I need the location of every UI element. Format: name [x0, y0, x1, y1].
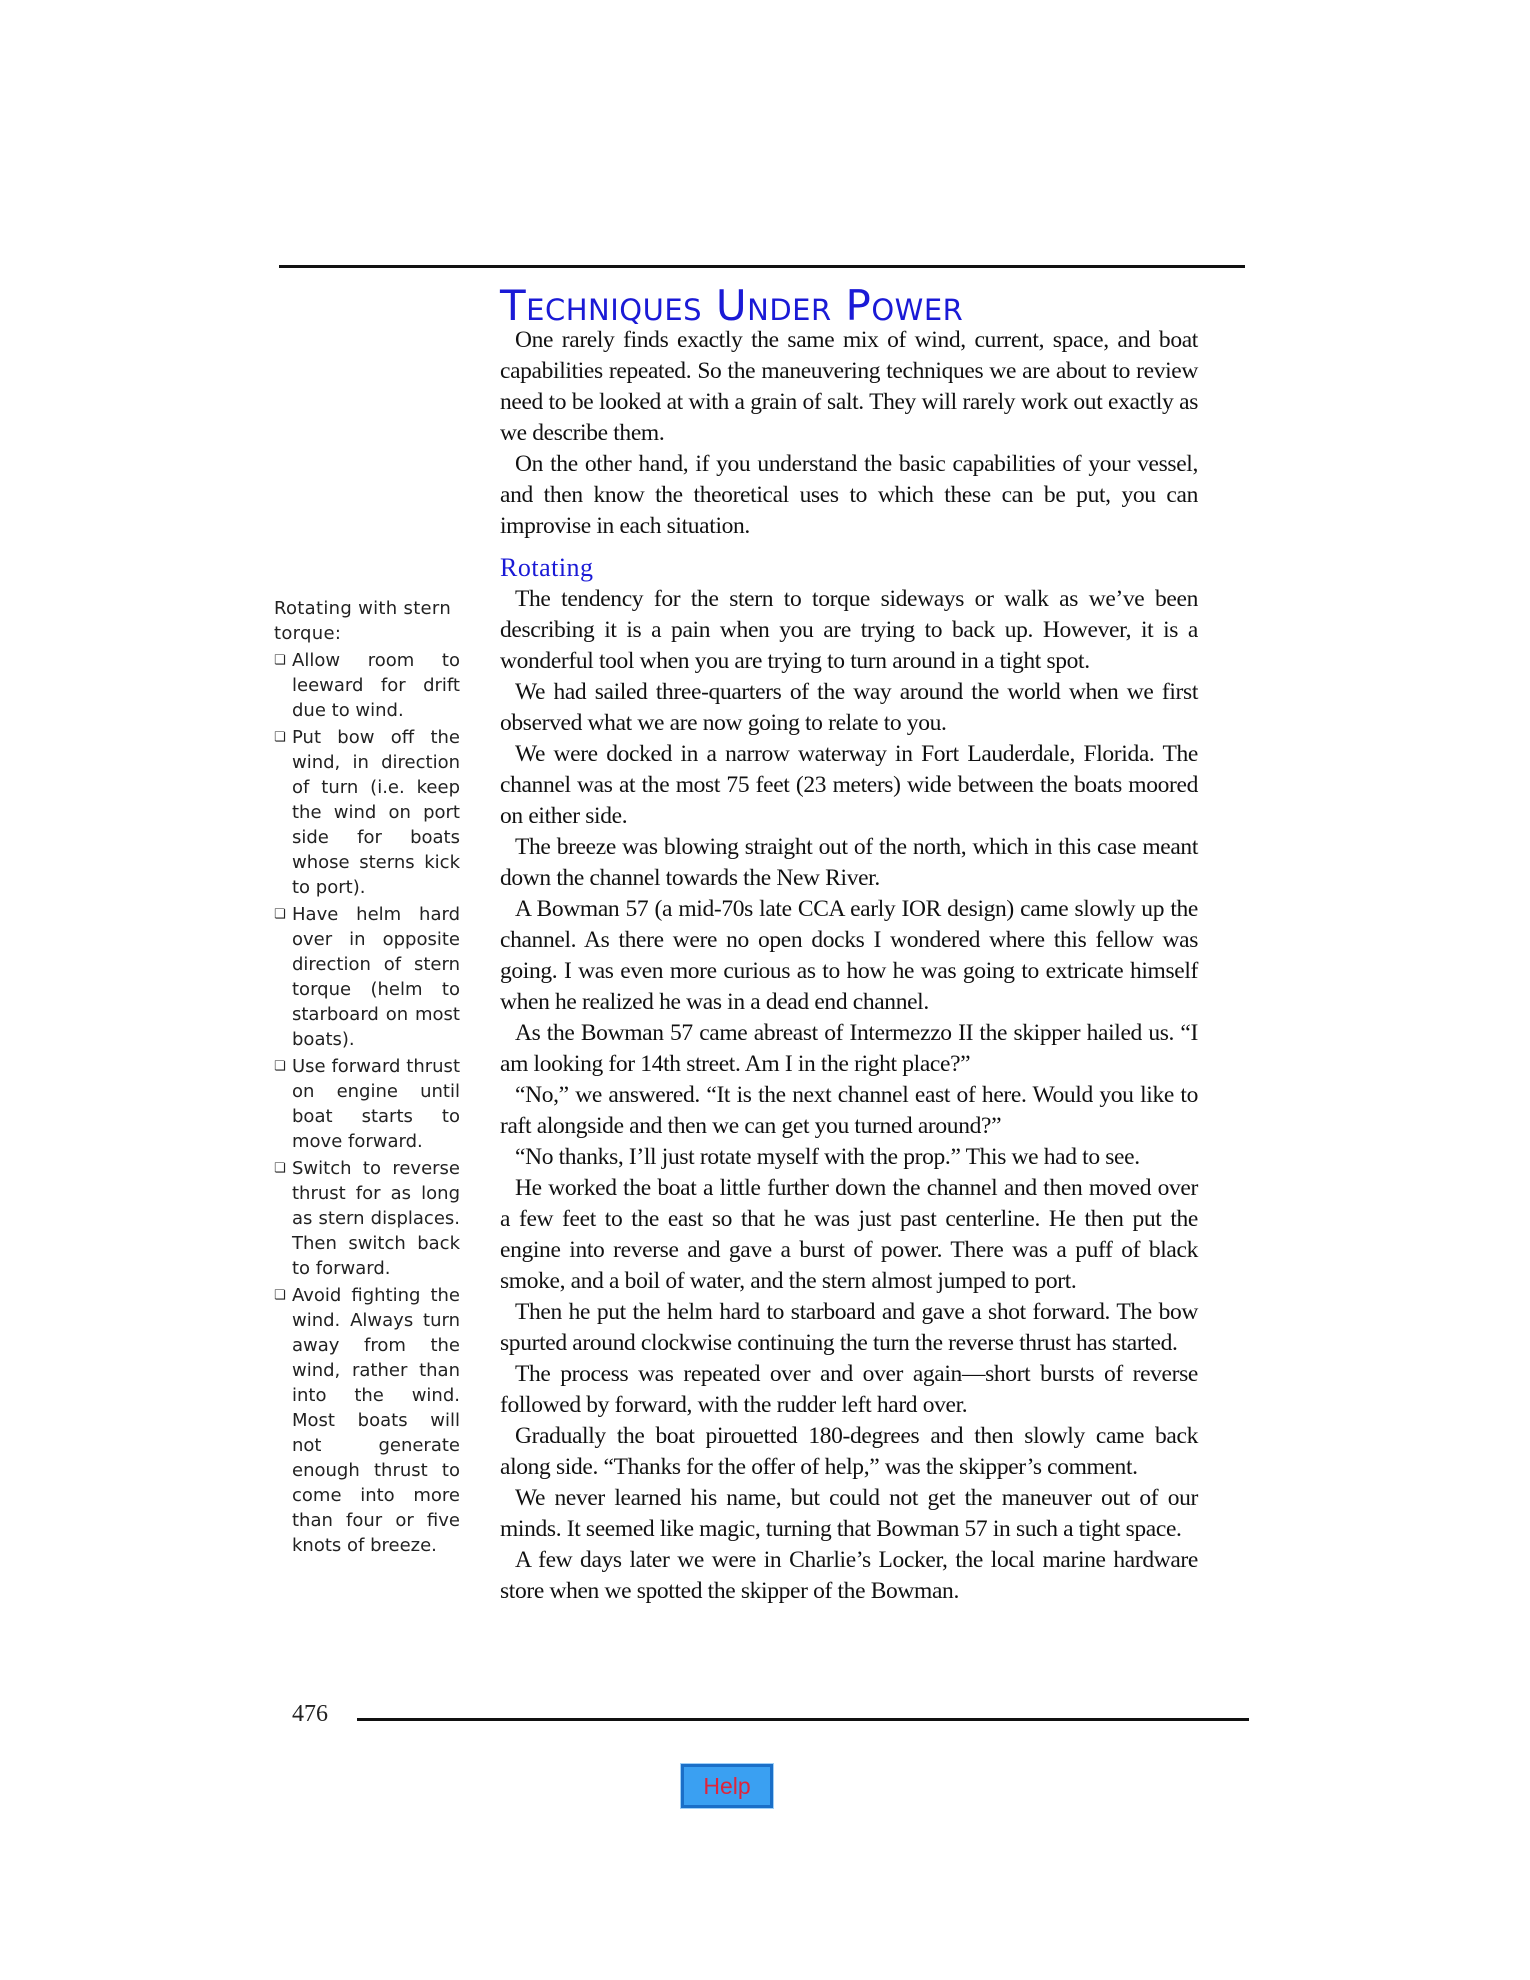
checkbox-bullet-icon: ❏ — [274, 730, 286, 745]
checkbox-bullet-icon: ❏ — [274, 1161, 286, 1176]
margin-note-item-text: Allow room to leeward for drift due to wind. — [292, 650, 460, 721]
main-text-column — [500, 325, 1198, 1607]
body-paragraph: Gradually the boat pirouetted 180-degrees and then slowly came back along side. “Thanks for the offer of help,” was the skipper’s comment. — [500, 1423, 1198, 1480]
body-paragraph: The process was repeated over and over again—short bursts of reverse followed by forward, with the rudder left hard over. — [500, 1361, 1198, 1418]
body-paragraph: We had sailed three-quarters of the way around the world when we first observed what we are now going to relate to you. — [500, 679, 1198, 736]
body-paragraph: The breeze was blowing straight out of the north, which in this case meant down the channel towards the New River. — [500, 834, 1198, 891]
body-paragraph: We never learned his name, but could not get the maneuver out of our minds. It seemed like magic, turning that Bowman 57 in such a tight space. — [500, 1485, 1198, 1542]
margin-note-item — [274, 648, 460, 723]
bottom-rule — [357, 1718, 1249, 1721]
body-paragraph: “No,” we answered. “It is the next channel east of here. Would you like to raft alongside and then we can get you turned around?” — [500, 1082, 1198, 1139]
body-paragraph: We were docked in a narrow waterway in Fort Lauderdale, Florida. The channel was at the most 75 feet (23 meters) wide between the boats moored on either side. — [500, 741, 1198, 829]
margin-note-intro: Rotating with stern torque: — [274, 598, 452, 644]
margin-note-list — [274, 648, 460, 1558]
margin-note-item-text: Have helm hard over in opposite direction of stern torque (helm to starboard on most boats). — [292, 904, 460, 1050]
help-button[interactable]: Help — [681, 1764, 773, 1808]
checkbox-bullet-icon: ❏ — [274, 653, 286, 668]
body-paragraph: Then he put the helm hard to starboard and gave a shot forward. The bow spurted around clockwise continuing the turn the reverse thrust has started. — [500, 1299, 1198, 1356]
checkbox-bullet-icon: ❏ — [274, 1288, 286, 1303]
page-title: Techniques Under Power — [500, 281, 964, 330]
page-number: 476 — [292, 1701, 328, 1727]
margin-note-item — [274, 1283, 460, 1558]
margin-note-item-text: Use forward thrust on engine until boat starts to move forward. — [292, 1056, 460, 1152]
top-rule — [279, 265, 1245, 268]
intro-paragraph: On the other hand, if you understand the basic capabilities of your vessel, and then know the theoretical uses to which these can be put, you can improvise in each situation. — [500, 451, 1198, 539]
margin-note — [274, 596, 460, 1560]
body-paragraph: “No thanks, I’ll just rotate myself with the prop.” This we had to see. — [515, 1144, 1140, 1170]
checkbox-bullet-icon: ❏ — [274, 1059, 286, 1074]
section-heading: Rotating — [500, 553, 594, 582]
body-paragraph: A few days later we were in Charlie’s Locker, the local marine hardware store when we spotted the skipper of the Bowman. — [500, 1547, 1198, 1604]
checkbox-bullet-icon: ❏ — [274, 907, 286, 922]
body-paragraph: As the Bowman 57 came abreast of Intermezzo II the skipper hailed us. “I am looking for 14th street. Am I in the right place?” — [500, 1020, 1198, 1077]
margin-note-item-text: Avoid fighting the wind. Always turn away from the wind, rather than into the wind. Most boats will not generate enough thrust to come into more than four or five knots of breeze. — [292, 1285, 460, 1556]
margin-note-item — [274, 902, 460, 1052]
body-paragraph: A Bowman 57 (a mid-70s late CCA early IOR design) came slowly up the channel. As there were no open docks I wondered where this fellow was going. I was even more curious as to how he was going to extricate himself when he realized he was in a dead end channel. — [500, 896, 1198, 1015]
margin-note-item — [274, 1054, 460, 1154]
body-paragraph: The tendency for the stern to torque sideways or walk as we’ve been describing it is a pain when you are trying to back up. However, it is a wonderful tool when you are trying to turn around in a tight spot. — [500, 586, 1198, 674]
margin-note-item-text: Put bow off the wind, in direction of turn (i.e. keep the wind on port side for boats whose sterns kick to port). — [292, 727, 460, 898]
margin-note-item-text: Switch to reverse thrust for as long as stern displaces. Then switch back to forward. — [292, 1158, 460, 1279]
intro-paragraph: One rarely finds exactly the same mix of wind, current, space, and boat capabilities repeated. So the maneuvering techniques we are about to review need to be looked at with a grain of salt. They will rarely work out exactly as we describe them. — [500, 327, 1198, 446]
margin-note-item — [274, 725, 460, 900]
margin-note-item — [274, 1156, 460, 1281]
body-paragraph: He worked the boat a little further down the channel and then moved over a few feet to the east so that he was just past centerline. He then put the engine into reverse and gave a burst of power. There was a puff of black smoke, and a boil of water, and the stern almost jumped to port. — [500, 1175, 1198, 1294]
